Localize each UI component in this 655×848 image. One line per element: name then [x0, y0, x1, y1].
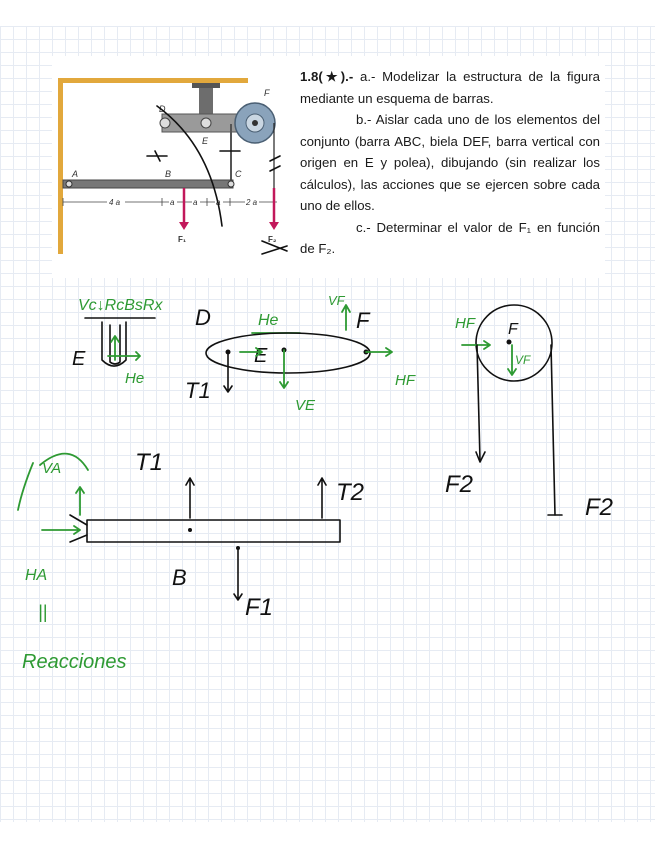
bar-abc-sketch: [87, 520, 340, 542]
note-f-link: F: [356, 308, 370, 333]
note-e-link: E: [254, 345, 268, 367]
dim-4a: 4 a: [109, 198, 121, 207]
note-e-vertical: E: [72, 348, 86, 370]
note-t1-bar: T1: [135, 449, 164, 476]
note-vc-rx: Vc↓RcBsRx: [78, 297, 163, 314]
vertical-bar-sketch: [102, 322, 126, 366]
note-hf-pulley: HF: [455, 315, 475, 332]
label-a: A: [72, 169, 79, 179]
note-vf-link: VF: [328, 293, 345, 308]
dim-a1: a: [170, 198, 175, 207]
note-reacciones: Reacciones: [22, 651, 127, 673]
note-b-bar: B: [172, 565, 187, 590]
label-b: B: [165, 169, 172, 179]
dim-2a: 2 a: [246, 198, 258, 207]
link-def-sketch: [206, 333, 370, 373]
note-vf-pulley: VF: [515, 353, 531, 367]
label-e: E: [202, 136, 209, 146]
note-va: VA: [42, 460, 62, 477]
note-ha: HA: [25, 567, 48, 584]
note-he-link: He: [258, 312, 279, 329]
note-he-vertical: He: [125, 370, 145, 387]
dim-a3: a: [216, 198, 221, 207]
note-f-pulley: F: [508, 321, 518, 338]
note-f2-pulley-left: F2: [445, 471, 474, 498]
note-t1-link: T1: [185, 378, 211, 403]
part-c: c.- Determinar el valor de F₁ en función de F₂.: [300, 219, 600, 256]
label-d: D: [159, 104, 166, 114]
note-t2-bar: T2: [336, 479, 365, 506]
problem-number: 1.8(★).-: [300, 69, 354, 84]
force-f2-label: F₂: [268, 235, 277, 244]
note-ve-link: VE: [295, 397, 316, 414]
label-c: C: [235, 169, 242, 179]
note-f2-pulley-right: F2: [585, 494, 614, 521]
part-a: a.- Modelizar la estructura de la figura mediante un esquema de barras.: [300, 69, 600, 106]
note-f1-bar: F1: [245, 594, 274, 621]
note-double-bar: ||: [38, 602, 48, 622]
dim-a2: a: [193, 198, 198, 207]
part-b: b.- Aislar cada uno de los elementos del conjunto (barra ABC, biela DEF, barra vertical con origen en E y polea), dibujando (sin realizar los cálculos), las acciones que se ejercen sobre cada uno de ellos.: [300, 112, 600, 213]
label-f: F: [264, 88, 270, 98]
force-f1-label: F₁: [178, 235, 187, 244]
note-d: D: [195, 305, 211, 330]
note-hf-link: HF: [395, 372, 415, 389]
